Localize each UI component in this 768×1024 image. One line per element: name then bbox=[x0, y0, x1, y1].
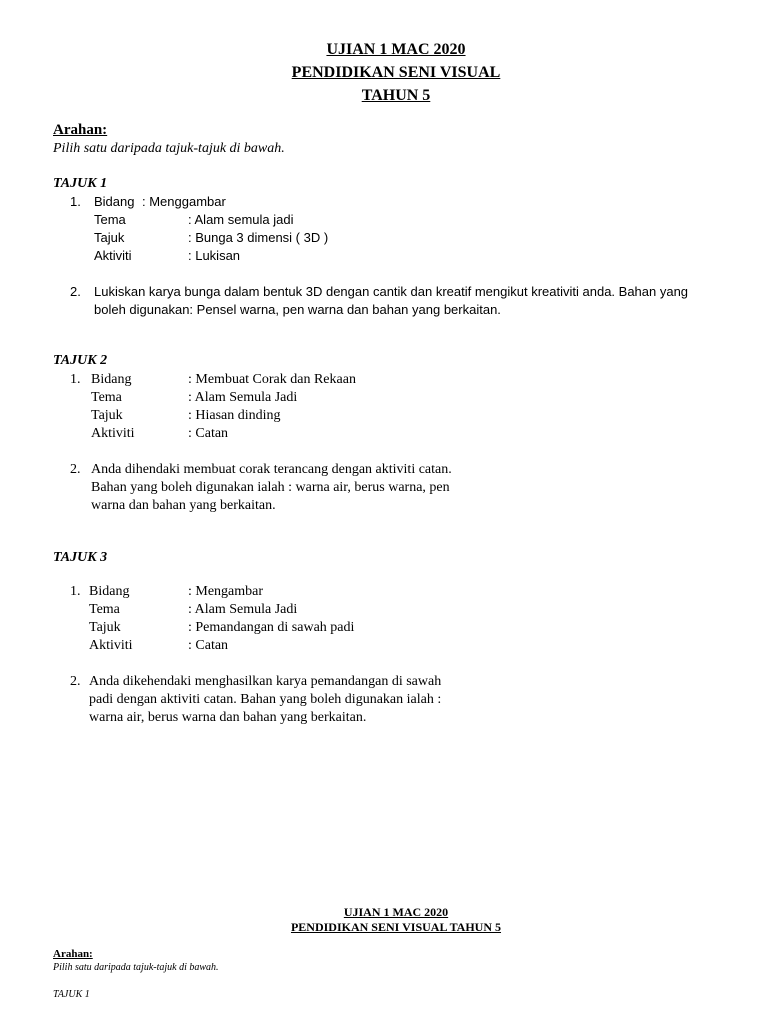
tajuk-2-bidang-value: : Membuat Corak dan Rekaan bbox=[188, 372, 356, 387]
tajuk-3-tema-value: : Alam Semula Jadi bbox=[188, 602, 298, 617]
tajuk-1-paragraph-line-2: boleh digunakan: Pensel warna, pen warna dan bahan yang berkaitan. bbox=[94, 302, 501, 317]
tajuk-1-item-1-number: 1. bbox=[70, 194, 81, 209]
tajuk-3-item-2-number: 2. bbox=[70, 674, 81, 689]
tajuk-3-paragraph-line-2: padi dengan aktiviti catan. Bahan yang boleh digunakan ialah : bbox=[89, 692, 442, 707]
tajuk-1-paragraph-line-1: Lukiskan karya bunga dalam bentuk 3D dengan cantik dan kreatif mengikut kreativiti anda. Bahan yang bbox=[94, 284, 689, 299]
tajuk-2-aktiviti-label: Aktiviti bbox=[91, 426, 135, 441]
tajuk-1-tema-label: Tema bbox=[94, 212, 126, 227]
title-line-2: PENDIDIKAN SENI VISUAL bbox=[291, 64, 501, 81]
tajuk-3-heading: TAJUK 3 bbox=[53, 550, 108, 565]
tajuk-1-aktiviti-value: : Lukisan bbox=[188, 248, 241, 263]
title-line-3: TAHUN 5 bbox=[361, 87, 431, 104]
tajuk-3-item-1-number: 1. bbox=[70, 584, 81, 599]
page-2-title-line-2: PENDIDIKAN SENI VISUAL TAHUN 5 bbox=[290, 920, 502, 934]
page-2-arahan-label: Arahan: bbox=[53, 948, 93, 960]
tajuk-3-tema-label: Tema bbox=[89, 602, 120, 617]
tajuk-2-tema-label: Tema bbox=[91, 390, 122, 405]
tajuk-2-bidang-label: Bidang bbox=[91, 372, 132, 387]
tajuk-2-item-1-number: 1. bbox=[70, 372, 81, 387]
tajuk-1-tajuk-label: Tajuk bbox=[94, 230, 125, 245]
tajuk-3-bidang-label: Bidang bbox=[89, 584, 130, 599]
tajuk-2-tema-value: : Alam Semula Jadi bbox=[188, 390, 298, 405]
tajuk-1-item-2-number: 2. bbox=[70, 284, 81, 299]
tajuk-3-aktiviti-value: : Catan bbox=[188, 638, 229, 653]
title-line-1: UJIAN 1 MAC 2020 bbox=[326, 41, 466, 58]
tajuk-3-tajuk-label: Tajuk bbox=[89, 620, 121, 635]
tajuk-2-paragraph-line-3: warna dan bahan yang berkaitan. bbox=[91, 498, 276, 513]
page-2-tajuk-1-heading: TAJUK 1 bbox=[53, 989, 90, 1000]
tajuk-2-paragraph-line-1: Anda dihendaki membuat corak terancang dengan aktiviti catan. bbox=[91, 462, 452, 477]
tajuk-1-aktiviti-label: Aktiviti bbox=[94, 248, 132, 263]
tajuk-3-paragraph-line-1: Anda dikehendaki menghasilkan karya pemandangan di sawah bbox=[89, 674, 442, 689]
arahan-text: Pilih satu daripada tajuk-tajuk di bawah. bbox=[53, 141, 285, 156]
arahan-label: Arahan: bbox=[53, 122, 108, 138]
tajuk-3-aktiviti-label: Aktiviti bbox=[89, 638, 133, 653]
tajuk-1-bidang-value: : Menggambar bbox=[142, 194, 226, 209]
tajuk-3-tajuk-value: : Pemandangan di sawah padi bbox=[188, 620, 355, 635]
tajuk-2-aktiviti-value: : Catan bbox=[188, 426, 229, 441]
tajuk-1-bidang-label: Bidang bbox=[94, 194, 135, 209]
tajuk-1-heading: TAJUK 1 bbox=[53, 176, 108, 191]
tajuk-2-item-2-number: 2. bbox=[70, 462, 81, 477]
tajuk-2-tajuk-value: : Hiasan dinding bbox=[188, 408, 281, 423]
page-2-arahan-text: Pilih satu daripada tajuk-tajuk di bawah. bbox=[53, 962, 219, 973]
tajuk-1-tajuk-value: : Bunga 3 dimensi ( 3D ) bbox=[188, 230, 329, 245]
tajuk-3-bidang-value: : Mengambar bbox=[188, 584, 264, 599]
page-2-title-line-1: UJIAN 1 MAC 2020 bbox=[343, 905, 449, 919]
tajuk-2-paragraph-line-2: Bahan yang boleh digunakan ialah : warna air, berus warna, pen bbox=[91, 480, 450, 495]
tajuk-2-heading: TAJUK 2 bbox=[53, 353, 108, 368]
tajuk-1-tema-value: : Alam semula jadi bbox=[188, 212, 294, 227]
tajuk-2-tajuk-label: Tajuk bbox=[91, 408, 123, 423]
tajuk-3-paragraph-line-3: warna air, berus warna dan bahan yang berkaitan. bbox=[89, 710, 367, 725]
